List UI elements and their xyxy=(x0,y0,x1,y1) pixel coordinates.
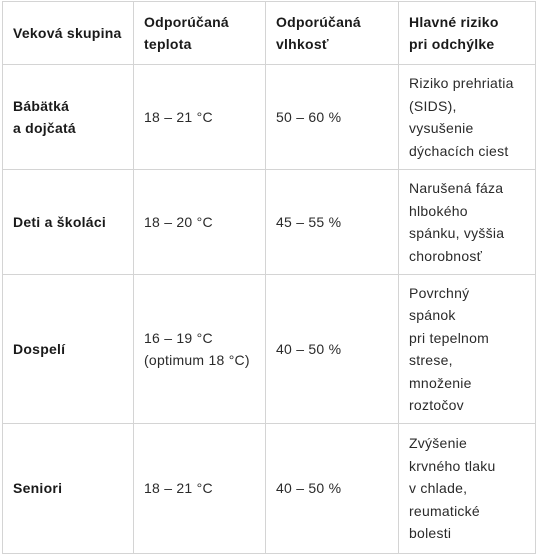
cell-temperature xyxy=(134,275,266,424)
header-temperature xyxy=(134,2,266,65)
table-row xyxy=(3,65,536,170)
header-risk xyxy=(399,2,536,65)
cell-text: 50 – 60 % xyxy=(276,108,342,125)
header-text: Hlavné riziko xyxy=(409,13,499,30)
cell-text: chorobnosť xyxy=(409,247,483,264)
cell-temperature xyxy=(134,424,266,554)
table-row xyxy=(3,275,536,424)
sleep-conditions-table xyxy=(2,1,536,554)
cell-text: 18 – 21 °C xyxy=(144,480,213,497)
header-age-group xyxy=(3,2,134,65)
header-text: Odporúčaná xyxy=(144,13,229,30)
cell-text: Dospelí xyxy=(13,340,66,357)
cell-text: spánku, vyššia xyxy=(409,225,505,241)
cell-age-group xyxy=(3,424,134,554)
cell-temperature xyxy=(134,170,266,275)
table-row xyxy=(3,170,536,275)
cell-text: strese, xyxy=(409,352,453,368)
cell-risk xyxy=(399,170,536,275)
cell-risk xyxy=(399,275,536,424)
cell-text: Bábätká xyxy=(13,97,70,114)
cell-text: roztočov xyxy=(409,397,464,413)
cell-text: Seniori xyxy=(13,480,63,497)
cell-text: hlbokého xyxy=(409,202,468,219)
header-text: vlhkosť xyxy=(276,36,329,52)
header-text: pri odchýlke xyxy=(409,36,495,52)
cell-text: bolesti xyxy=(409,525,452,542)
cell-text: 45 – 55 % xyxy=(276,213,342,230)
cell-text: v chlade, xyxy=(409,480,468,497)
cell-text: (optimum 18 °C) xyxy=(144,352,250,368)
cell-text: Zvýšenie xyxy=(409,435,468,452)
cell-text: vysušenie xyxy=(409,120,474,136)
table-header-row xyxy=(3,2,536,65)
cell-text: krvného tlaku xyxy=(409,457,496,474)
cell-humidity xyxy=(266,170,399,275)
cell-age-group xyxy=(3,65,134,170)
cell-risk xyxy=(399,65,536,170)
cell-text: 40 – 50 % xyxy=(276,340,342,357)
cell-text: Povrchný xyxy=(409,284,470,301)
cell-text: Deti a školáci xyxy=(13,213,106,230)
cell-text: reumatické xyxy=(409,502,480,519)
header-humidity xyxy=(266,2,399,65)
cell-humidity xyxy=(266,275,399,424)
header-text: Odporúčaná xyxy=(276,13,361,30)
cell-text: 40 – 50 % xyxy=(276,480,342,497)
cell-text: 16 – 19 °C xyxy=(144,329,213,346)
cell-text: a dojčatá xyxy=(13,120,76,136)
cell-text: pri tepelnom xyxy=(409,329,490,346)
cell-text: (SIDS), xyxy=(409,97,457,114)
header-text: Veková skupina xyxy=(13,24,122,41)
cell-temperature xyxy=(134,65,266,170)
cell-age-group xyxy=(3,275,134,424)
cell-text: množenie xyxy=(409,374,472,391)
cell-text: Narušená fáza xyxy=(409,180,504,196)
cell-text: 18 – 21 °C xyxy=(144,108,213,125)
cell-humidity xyxy=(266,424,399,554)
cell-risk xyxy=(399,424,536,554)
cell-text: spánok xyxy=(409,307,456,323)
cell-humidity xyxy=(266,65,399,170)
cell-text: dýchacích ciest xyxy=(409,142,509,159)
table-row xyxy=(3,424,536,554)
cell-age-group xyxy=(3,170,134,275)
cell-text: 18 – 20 °C xyxy=(144,213,213,230)
header-text: teplota xyxy=(144,36,192,52)
cell-text: Riziko prehriatia xyxy=(409,75,514,91)
